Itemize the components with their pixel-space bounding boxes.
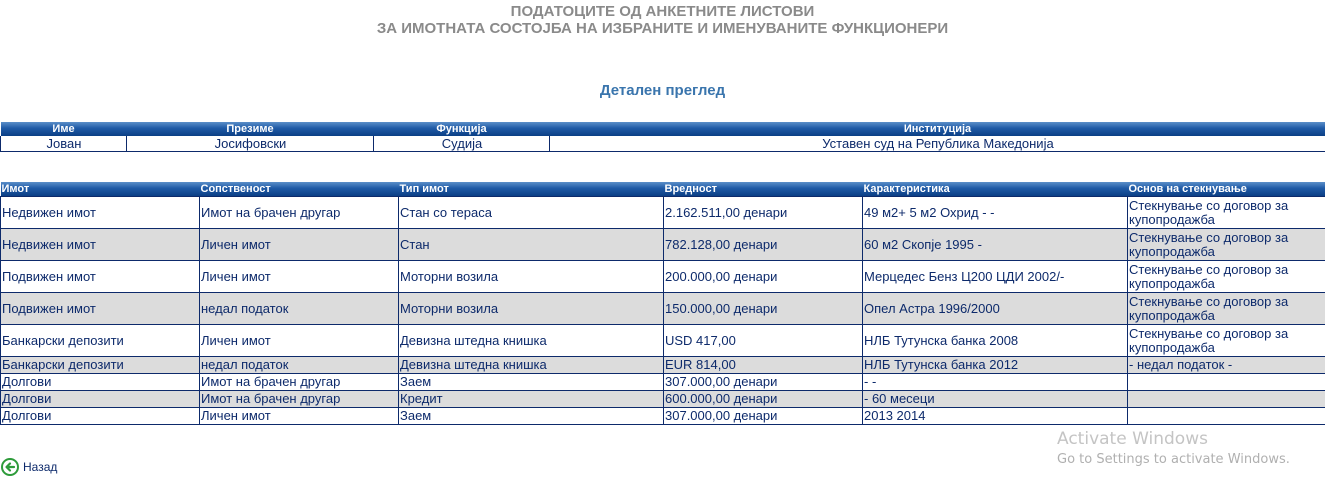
asset-type-cell: Кредит (399, 391, 664, 408)
acquisition-basis-cell (1128, 374, 1325, 391)
official-info-row (1, 136, 1325, 152)
asset-type-cell: Девизна штедна книшка (399, 357, 664, 374)
value-cell: USD 417,00 (664, 325, 863, 357)
asset-cell: Долгови (1, 391, 200, 408)
last-name-cell: Јосифовски (127, 136, 374, 152)
acquisition-basis-cell: Стекнување со договор за купопродажба (1128, 197, 1325, 229)
value-cell: 2.162.511,00 денари (664, 197, 863, 229)
activate-windows-watermark (1057, 428, 1290, 470)
characteristic-cell: 2013 2014 (863, 408, 1128, 425)
table-row (1, 325, 1325, 357)
asset-cell: Недвижен имот (1, 197, 200, 229)
acquisition-basis-cell: - недал податок - (1128, 357, 1325, 374)
table-row (1, 197, 1325, 229)
characteristic-cell: 60 м2 Скопје 1995 - (863, 229, 1128, 261)
page-title-line2: ЗА ИМОТНАТА СОСТОЈБА НА ИЗБРАНИТЕ И ИМЕНУВАНИТЕ ФУНКЦИОНЕРИ (376, 20, 949, 37)
asset-cell: Долгови (1, 408, 200, 425)
acquisition-basis-cell: Стекнување со договор за купопродажба (1128, 325, 1325, 357)
asset-type-cell: Моторни возила (399, 293, 664, 325)
table-row (1, 408, 1325, 425)
ownership-cell: недал податок (200, 293, 399, 325)
asset-type-cell: Стан со тераса (399, 197, 664, 229)
characteristic-cell: НЛБ Тутунска банка 2012 (863, 357, 1128, 374)
column-header-acquisition-basis: Основ на стекнување (1128, 182, 1325, 197)
column-header-ownership: Сопственост (200, 182, 399, 197)
assets-table (0, 182, 1325, 425)
value-cell: 307.000,00 денари (664, 408, 863, 425)
value-cell: 782.128,00 денари (664, 229, 863, 261)
acquisition-basis-cell (1128, 391, 1325, 408)
table-row (1, 357, 1325, 374)
column-header-value: Вредност (664, 182, 863, 197)
back-link[interactable] (1, 458, 57, 476)
characteristic-cell: Опел Астра 1996/2000 (863, 293, 1128, 325)
official-info-table (0, 122, 1325, 152)
value-cell: 150.000,00 денари (664, 293, 863, 325)
characteristic-cell: - - (863, 374, 1128, 391)
ownership-cell: Личен имот (200, 408, 399, 425)
watermark-subtitle: Go to Settings to activate Windows. (1057, 452, 1290, 467)
characteristic-cell: - 60 месеци (863, 391, 1128, 408)
column-header-characteristic: Карактеристика (863, 182, 1128, 197)
table-row (1, 391, 1325, 408)
value-cell: 600.000,00 денари (664, 391, 863, 408)
asset-type-cell: Заем (399, 374, 664, 391)
asset-type-cell: Стан (399, 229, 664, 261)
asset-cell: Долгови (1, 374, 200, 391)
ownership-cell: Личен имот (200, 261, 399, 293)
watermark-title: Activate Windows (1057, 429, 1208, 449)
table-row (1, 229, 1325, 261)
page-subtitle: Детален преглед (599, 82, 726, 99)
ownership-cell: Личен имот (200, 325, 399, 357)
column-header-asset: Имот (1, 182, 200, 197)
characteristic-cell: 49 м2+ 5 м2 Охрид - - (863, 197, 1128, 229)
asset-cell: Банкарски депозити (1, 325, 200, 357)
institution-cell: Уставен суд на Република Македонија (550, 136, 1325, 152)
ownership-cell: Имот на брачен другар (200, 391, 399, 408)
ownership-cell: Имот на брачен другар (200, 374, 399, 391)
page-title-line1: ПОДАТОЦИТЕ ОД АНКЕТНИТЕ ЛИСТОВИ (510, 3, 815, 20)
ownership-cell: недал податок (200, 357, 399, 374)
back-arrow-icon (1, 458, 19, 476)
back-label[interactable]: Назад (23, 460, 58, 474)
assets-header-row (1, 182, 1325, 197)
asset-type-cell: Моторни возила (399, 261, 664, 293)
ownership-cell: Личен имот (200, 229, 399, 261)
acquisition-basis-cell: Стекнување со договор за купопродажба (1128, 261, 1325, 293)
acquisition-basis-cell: Стекнување со договор за купопродажба (1128, 229, 1325, 261)
asset-cell: Подвижен имот (1, 293, 200, 325)
asset-cell: Банкарски депозити (1, 357, 200, 374)
asset-cell: Недвижен имот (1, 229, 200, 261)
value-cell: EUR 814,00 (664, 357, 863, 374)
asset-type-cell: Заем (399, 408, 664, 425)
column-header-first-name: Име (1, 122, 127, 136)
column-header-institution: Институција (550, 122, 1325, 136)
first-name-cell: Јован (1, 136, 127, 152)
table-row (1, 293, 1325, 325)
acquisition-basis-cell (1128, 408, 1325, 425)
table-row (1, 261, 1325, 293)
function-cell: Судија (374, 136, 550, 152)
official-info-header-row (1, 122, 1325, 136)
column-header-function: Функција (374, 122, 550, 136)
asset-cell: Подвижен имот (1, 261, 200, 293)
value-cell: 200.000,00 денари (664, 261, 863, 293)
value-cell: 307.000,00 денари (664, 374, 863, 391)
ownership-cell: Имот на брачен другар (200, 197, 399, 229)
characteristic-cell: НЛБ Тутунска банка 2008 (863, 325, 1128, 357)
column-header-asset-type: Тип имот (399, 182, 664, 197)
table-row (1, 374, 1325, 391)
asset-type-cell: Девизна штедна книшка (399, 325, 664, 357)
column-header-last-name: Презиме (127, 122, 374, 136)
characteristic-cell: Мерцедес Бенз Ц200 ЦДИ 2002/- (863, 261, 1128, 293)
acquisition-basis-cell: Стекнување со договор за купопродажба (1128, 293, 1325, 325)
